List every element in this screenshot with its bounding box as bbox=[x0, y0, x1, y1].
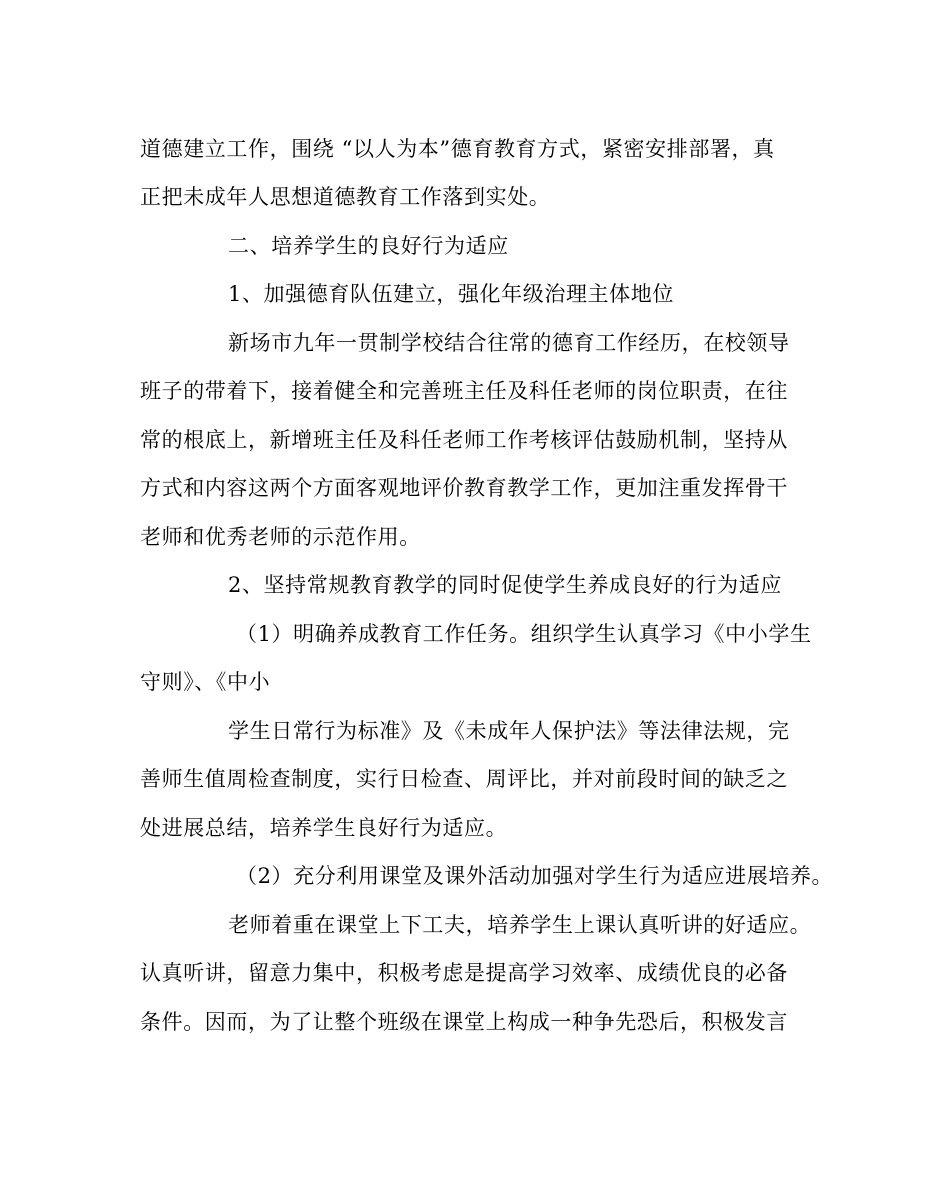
text-line: 条件。因而，为了让整个班级在课堂上构成一种争先恐后，积极发言 bbox=[140, 1010, 788, 1034]
text-line: 守则》、《中小 bbox=[140, 670, 271, 694]
text-line: 老师着重在课堂上下工夫，培养学生上课认真听讲的好适应。 bbox=[228, 913, 812, 937]
text-line: 新场市九年一贯制学校结合往常的德育工作经历，在校领导 bbox=[228, 331, 790, 355]
subsection-heading: 1、加强德育队伍建立，强化年级治理主体地位 bbox=[228, 282, 674, 306]
text-line: 正把未成年人思想道德教育工作落到实处。 bbox=[140, 185, 551, 209]
text-line: 学生日常行为标准》及《未成年人保护法》等法律法规，完 bbox=[228, 719, 790, 743]
text-line: 班子的带着下，接着健全和完善班主任及科任老师的岗位职责，在往 bbox=[140, 379, 788, 403]
text-line: 善师生值周检查制度，实行日检查、周评比，并对前段时间的缺乏之 bbox=[140, 767, 788, 791]
text-line: 处进展总结，培养学生良好行为适应。 bbox=[140, 816, 508, 840]
text-line: 方式和内容这两个方面客观地评价教育教学工作，更加注重发挥骨干 bbox=[140, 476, 788, 500]
text-line: 认真听讲，留意力集中，积极考虑是提高学习效率、成绩优良的必备 bbox=[140, 961, 788, 985]
text-line: （1）明确养成教育工作任务。组织学生认真学习《中小学生 bbox=[236, 622, 812, 646]
section-heading: 二、培养学生的良好行为适应 bbox=[228, 234, 509, 258]
subsection-heading: 2、坚持常规教育教学的同时促使学生养成良好的行为适应 bbox=[228, 573, 782, 597]
text-line: 道德建立工作，围绕 “以人为本”德育教育方式，紧密安排部署，真 bbox=[140, 137, 775, 161]
text-line: 常的根底上，新增班主任及科任老师工作考核评估鼓励机制，坚持从 bbox=[140, 428, 788, 452]
text-line: （2）充分利用课堂及课外活动加强对学生行为适应进展培养。 bbox=[236, 864, 834, 888]
text-line: 老师和优秀老师的示范作用。 bbox=[140, 525, 421, 549]
